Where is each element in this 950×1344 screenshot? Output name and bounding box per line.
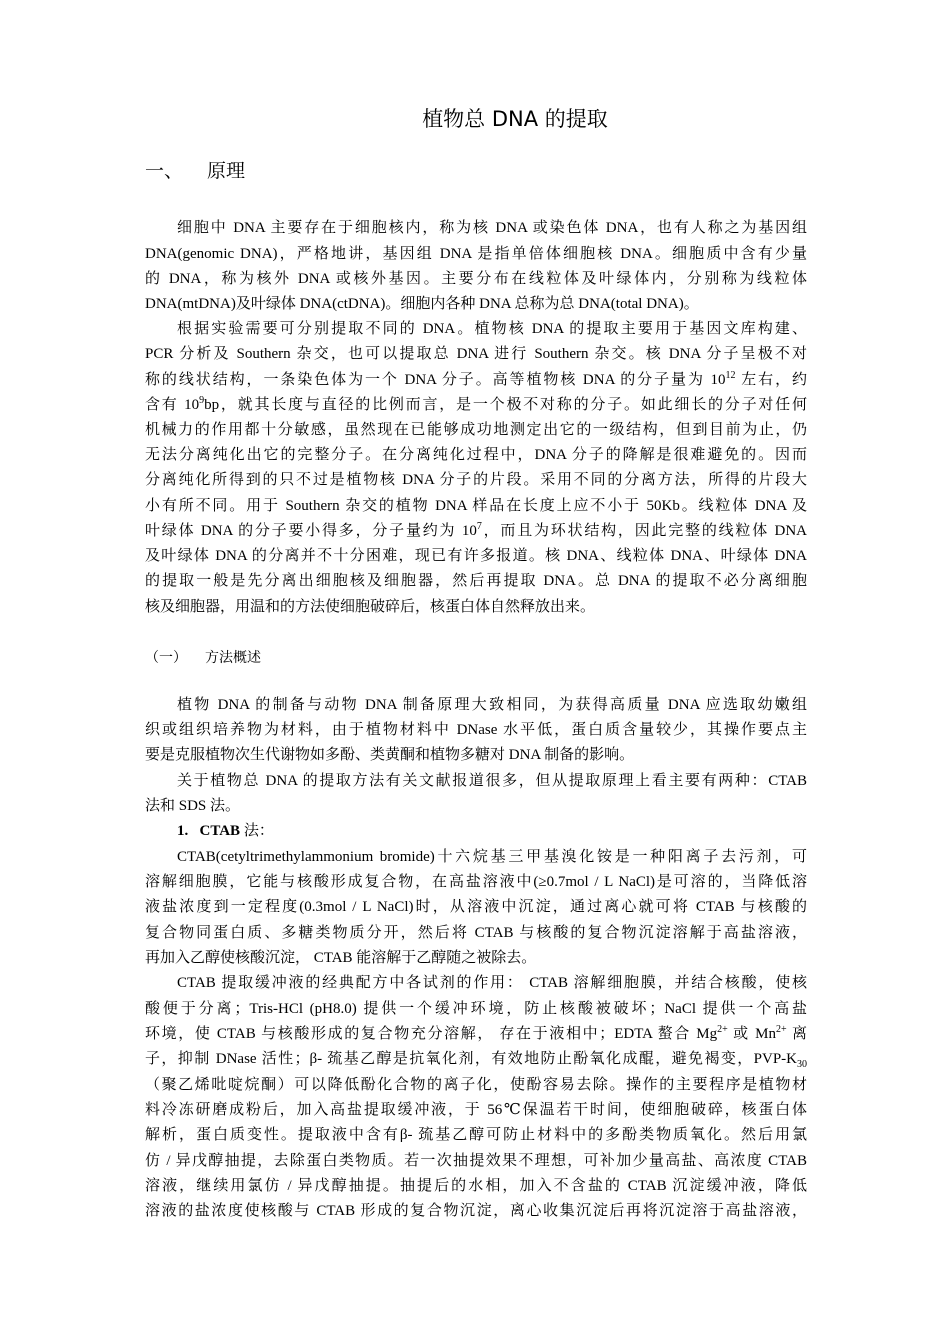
page-title: 植物总 DNA 的提取 <box>422 107 608 131</box>
text-line: 含有 $10^9bp$，就其长度与直径的比例而言，是一个极不对称的分子。如此细长的分子对任何 <box>145 395 807 413</box>
text-line: 关于植物总 DNA 的提取方法有关文献报道很多，但从提取原理上看主要有两种：CTAB <box>177 773 807 789</box>
text-line: 的 DNA，称为核外 DNA 或核外基因。主要分布在线粒体及叶绿体内，分别称为线粒体 <box>145 271 807 287</box>
text-line: DNA(mtDNA)及叶绿体 DNA(ctDNA)。细胞内各种 DNA 总称为总 DNA(total DNA)。 <box>145 296 699 312</box>
subsection-title: 方法概述 <box>205 650 261 666</box>
section-number: 一、 <box>145 160 184 182</box>
text-line: 液盐浓度到一定程度(0.3mol / L NaCl)时，从溶液中沉淀，通过离心就可将 CTAB 与核酸的 <box>145 899 807 915</box>
text-line: 仿 / 异戊醇抽提，去除蛋白类物质。若一次抽提效果不理想，可补加少量高盐、高浓度 CTAB <box>145 1153 807 1169</box>
text-line: 酸便于分离；Tris-HCl (pH8.0) 提供一个缓冲环境，防止核酸被破坏；NaCl 提供一个高盐 <box>145 1001 807 1017</box>
text-line: （聚乙烯吡啶烷酮）可以降低酚化合物的离子化，使酚容易去除。操作的主要程序是植物材 <box>145 1077 807 1093</box>
text-line: 溶解细胞膜，它能与核酸形成复合物，在高盐溶液中(≥0.7mol / L NaCl)是可溶的，当降低溶 <box>145 874 807 890</box>
text-line: 细胞中 DNA 主要存在于细胞核内，称为核 DNA 或染色体 DNA，也有人称之为基因组 <box>177 220 807 236</box>
text-line: 分离纯化所得到的只不过是植物核 DNA 分子的片段。采用不同的分离方法，所得的片段大 <box>145 472 807 488</box>
text-line: 无法分离纯化出它的完整分子。在分离纯化过程中，DNA 分子的降解是很难避免的。因而 <box>145 447 807 463</box>
text-line: 的提取一般是先分离出细胞核及细胞器，然后再提取 DNA。总 DNA 的提取不必分离细胞 <box>145 573 807 589</box>
text-line: 料冷冻研磨成粉后，加入高盐提取缓冲液，于 56℃保温若干时间，使细胞破碎，核蛋白体 <box>145 1102 807 1118</box>
text-line: CTAB 提取缓冲液的经典配方中各试剂的作用： CTAB 溶解细胞膜，并结合核酸，使核 <box>177 975 807 991</box>
section-heading-principle <box>145 157 245 185</box>
text-line: 核及细胞器，用温和的方法使细胞破碎后，核蛋白体自然释放出来。 <box>145 599 596 615</box>
text-line: 环境，使 CTAB 与核酸形成的复合物充分溶解， 存在于液相中；EDTA 螯合 $Mg^{2+}$ 或 $Mn^{2+}$ 离 <box>145 1024 807 1042</box>
subsection-number: （一） <box>145 650 187 666</box>
text-line: 及叶绿体 DNA 的分离并不十分困难，现已有许多报道。核 DNA、线粒体 DNA、叶绿体 DNA <box>145 548 807 564</box>
text-line: 根据实验需要可分别提取不同的 DNA。植物核 DNA 的提取主要用于基因文库构建、 <box>177 321 807 337</box>
text-line: 溶液，继续用氯仿 / 异戊醇抽提。抽提后的水相，加入不含盐的 CTAB 沉淀缓冲液，降低 <box>145 1178 807 1194</box>
text-line: 植物 DNA 的制备与动物 DNA 制备原理大致相同，为获得高质量 DNA 应选取幼嫩组 <box>177 697 807 713</box>
text-line: PCR 分析及 Southern 杂交，也可以提取总 DNA 进行 Southern 杂交。核 DNA 分子呈极不对 <box>145 346 807 362</box>
list-item-label: 1. CTAB <box>177 823 241 839</box>
text-line: 叶绿体 DNA 的分子要小得多，分子量约为 $10^7$，而且为环状结构，因此完整的线粒体 DNA <box>145 521 807 539</box>
text-line: 再加入乙醇使核酸沉淀， CTAB 能溶解于乙醇随之被除去。 <box>145 950 537 966</box>
text-line: 机械力的作用都十分敏感，虽然现在已能够成功地测定出它的一级结构，但到目前为止，仍 <box>145 422 807 438</box>
text-line: CTAB(cetyltrimethylammonium bromide)十六烷基三甲基溴化铵是一种阳离子去污剂，可 <box>177 849 807 865</box>
list-item-heading: 1. CTAB 法： <box>177 823 274 839</box>
text-line: 子，抑制 DNase 活性；β- 巯基乙醇是抗氧化剂，有效地防止酚氧化成醌，避免褐变，PVP-$K_{30}$ <box>145 1051 807 1070</box>
text-line: 称的线状结构，一条染色体为一个 DNA 分子。高等植物核 DNA 的分子量为 $10^{12}$ 左右，约 <box>145 370 807 388</box>
text-line: 小有所不同。用于 Southern 杂交的植物 DNA 样品在长度上应不小于 50Kb。线粒体 DNA 及 <box>145 498 807 514</box>
section-title: 原理 <box>207 160 246 182</box>
subsection-heading-method-overview <box>145 646 261 670</box>
text-line: DNA(genomic DNA)，严格地讲，基因组 DNA 是指单倍体细胞核 DNA。细胞质中含有少量 <box>145 246 807 262</box>
text-line: 法和 SDS 法。 <box>145 798 241 814</box>
text-line: 解析，蛋白质变性。提取液中含有β- 巯基乙醇可防止材料中的多酚类物质氧化。然后用氯 <box>145 1127 807 1143</box>
text-line: 织或组织培养物为材料，由于植物材料中 DNase 水平低，蛋白质含量较少，其操作要点主 <box>145 722 807 738</box>
text-line: 要是克服植物次生代谢物如多酚、类黄酮和植物多糖对 DNA 制备的影响。 <box>145 747 635 763</box>
text-line: 复合物同蛋白质、多糖类物质分开，然后将 CTAB 与核酸的复合物沉淀溶解于高盐溶液， <box>145 925 807 941</box>
text-line: 溶液的盐浓度使核酸与 CTAB 形成的复合物沉淀，离心收集沉淀后再将沉淀溶于高盐溶液， <box>145 1203 807 1219</box>
